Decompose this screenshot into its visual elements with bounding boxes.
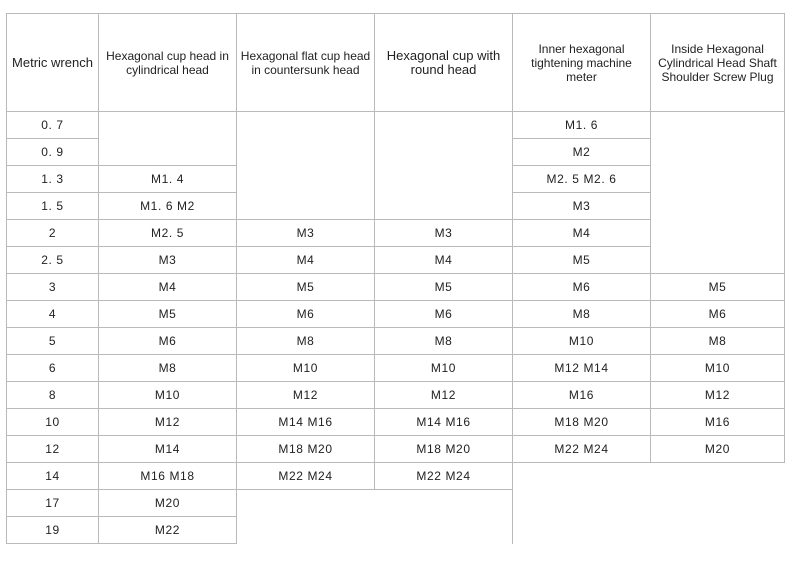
wrench-size-cell: 3 [7, 274, 99, 301]
table-cell: M16 M18 [99, 463, 237, 490]
table-cell: M12 M14 [513, 355, 651, 382]
table-cell: M1. 6 M2 [99, 193, 237, 220]
table-cell: M8 [99, 355, 237, 382]
wrench-size-cell: 2. 5 [7, 247, 99, 274]
wrench-size-cell: 5 [7, 328, 99, 355]
table-row [7, 328, 785, 355]
table-cell: M4 [375, 247, 513, 274]
header-countersunk-head: Hexagonal flat cup head in countersunk head [237, 14, 375, 112]
table-cell: M10 [513, 328, 651, 355]
table-cell: M6 [99, 328, 237, 355]
table-cell: M5 [99, 301, 237, 328]
wrench-size-cell: 0. 9 [7, 139, 99, 166]
wrench-size-cell: 2 [7, 220, 99, 247]
table-cell: M20 [651, 436, 785, 463]
table-row [7, 382, 785, 409]
wrench-size-cell: 1. 3 [7, 166, 99, 193]
table-cell: M3 [99, 247, 237, 274]
wrench-size-cell: 17 [7, 490, 99, 517]
wrench-size-cell: 4 [7, 301, 99, 328]
table-cell: M2. 5 M2. 6 [513, 166, 651, 193]
empty-cell [651, 112, 785, 274]
table-cell: M12 [237, 382, 375, 409]
table-cell: M8 [375, 328, 513, 355]
empty-cell [375, 112, 513, 220]
table-cell: M18 M20 [375, 436, 513, 463]
table-cell: M8 [237, 328, 375, 355]
table-cell: M12 [99, 409, 237, 436]
table-cell: M20 [99, 490, 237, 517]
table-cell: M2. 5 [99, 220, 237, 247]
empty-cell [237, 490, 651, 544]
table-cell: M14 M16 [237, 409, 375, 436]
header-metric-wrench: Metric wrench [7, 14, 99, 112]
table-cell: M2 [513, 139, 651, 166]
table-cell: M10 [375, 355, 513, 382]
empty-cell [99, 112, 237, 166]
wrench-size-cell: 8 [7, 382, 99, 409]
table-row [7, 355, 785, 382]
table-cell: M16 [651, 409, 785, 436]
table-cell: M10 [99, 382, 237, 409]
table-cell: M12 [651, 382, 785, 409]
header-row [7, 14, 785, 112]
table-cell: M5 [375, 274, 513, 301]
table-cell: M22 M24 [375, 463, 513, 490]
table-cell: M6 [513, 274, 651, 301]
metric-wrench-table [6, 13, 785, 544]
table-cell: M10 [651, 355, 785, 382]
table-cell: M5 [237, 274, 375, 301]
wrench-size-cell: 1. 5 [7, 193, 99, 220]
table-cell: M6 [651, 301, 785, 328]
table-cell: M8 [651, 328, 785, 355]
table-cell: M8 [513, 301, 651, 328]
table-cell: M5 [651, 274, 785, 301]
table-cell: M14 M16 [375, 409, 513, 436]
table-cell: M4 [237, 247, 375, 274]
wrench-size-cell: 19 [7, 517, 99, 544]
table-cell: M6 [375, 301, 513, 328]
wrench-size-cell: 0. 7 [7, 112, 99, 139]
table-cell: M18 M20 [513, 409, 651, 436]
table-cell: M22 M24 [237, 463, 375, 490]
table-cell: M6 [237, 301, 375, 328]
table-cell: M18 M20 [237, 436, 375, 463]
table-cell: M3 [237, 220, 375, 247]
header-cylindrical-head: Hexagonal cup head in cylindrical head [99, 14, 237, 112]
wrench-size-cell: 14 [7, 463, 99, 490]
header-machine-meter: Inner hexagonal tightening machine meter [513, 14, 651, 112]
wrench-size-cell: 12 [7, 436, 99, 463]
table-row [7, 409, 785, 436]
empty-cell [237, 112, 375, 220]
wrench-size-cell: 6 [7, 355, 99, 382]
table-row [7, 436, 785, 463]
wrench-size-cell: 10 [7, 409, 99, 436]
table-cell: M16 [513, 382, 651, 409]
header-shoulder-screw-plug: Inside Hexagonal Cylindrical Head Shaft Shoulder Screw Plug [651, 14, 785, 112]
table-cell: M10 [237, 355, 375, 382]
table-cell: M1. 4 [99, 166, 237, 193]
table-cell: M3 [375, 220, 513, 247]
table-row [7, 112, 785, 139]
table-cell: M14 [99, 436, 237, 463]
table-cell: M22 [99, 517, 237, 544]
table-cell: M22 M24 [513, 436, 651, 463]
table-cell: M5 [513, 247, 651, 274]
header-round-head: Hexagonal cup with round head [375, 14, 513, 112]
table-cell: M4 [513, 220, 651, 247]
table-cell: M12 [375, 382, 513, 409]
table-cell: M1. 6 [513, 112, 651, 139]
table-cell: M3 [513, 193, 651, 220]
table-row [7, 274, 785, 301]
table-row [7, 463, 785, 490]
table-row [7, 301, 785, 328]
table-cell: M4 [99, 274, 237, 301]
